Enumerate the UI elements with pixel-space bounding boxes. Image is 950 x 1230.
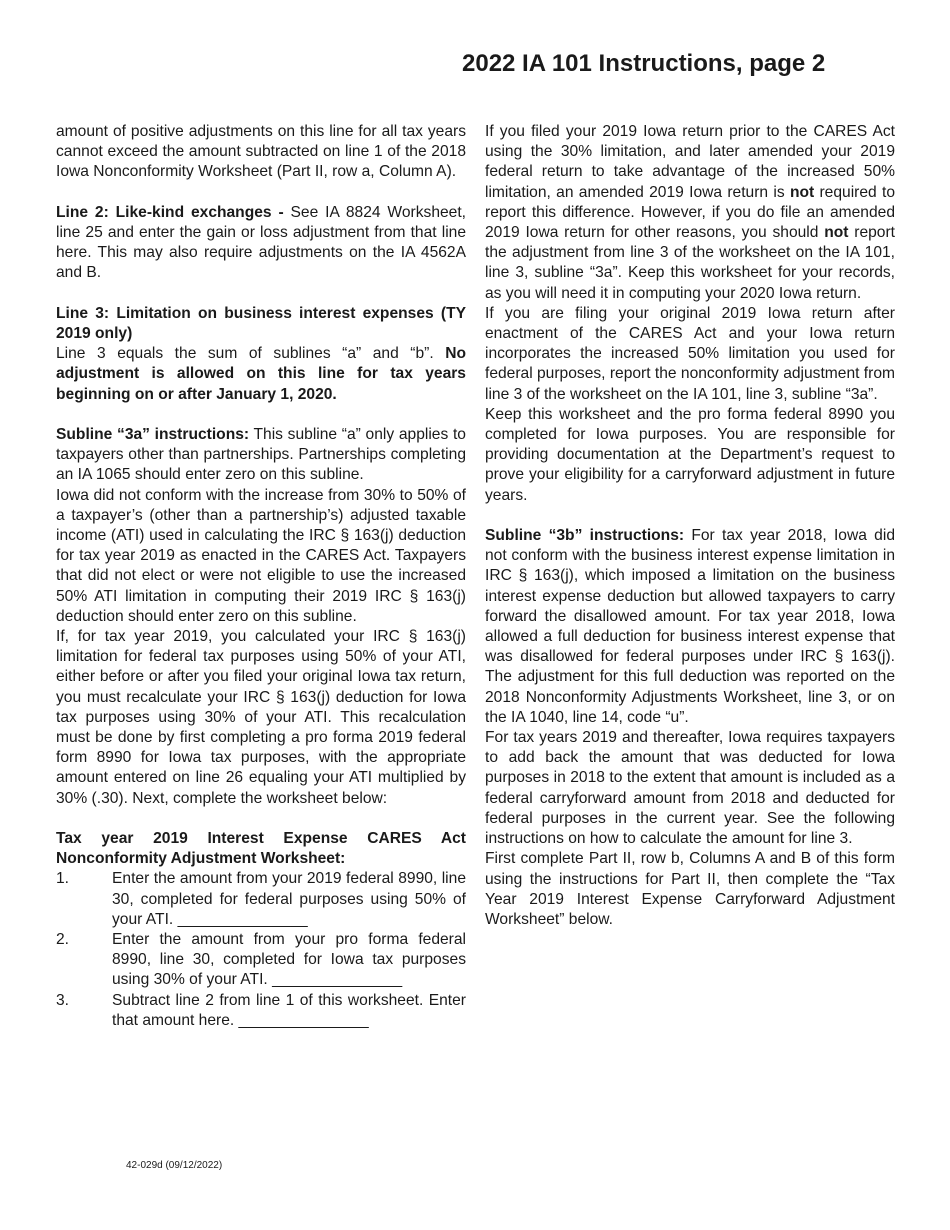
worksheet-item-number: 1. [56,870,70,888]
line2-paragraph [56,203,466,284]
line2-heading: Line 2: Like-kind exchanges - [56,203,291,221]
right-column [485,122,895,930]
line3-heading: Line 3: Limitation on business interest expenses (TY 2019 only) [56,304,466,342]
form-code: 42-029d (09/12/2022) [126,1160,223,1171]
subline-3a-text: This subline “a” only applies to taxpayers other than partnerships. Partnerships completing an IA 1065 should enter zero on this subline. [56,426,466,484]
amended-return-paragraph: If you filed your 2019 Iowa return prior to the CARES Act using the 30% limitation, and later amended your 2019 federal return to take advantage of the increased 50% limitation, an amended 2019 Iowa return is not required to report this difference. However, if you do file an amended 2019 Iowa return for other reasons, you should not report the adjustment from line 3 of the worksheet on the IA 101, line 3, subline “3a”. Keep this worksheet for your records, as you will need it in computing your 2020 Iowa return. [485,123,895,302]
worksheet-item-text: Enter the amount from your pro forma federal 8990, line 30, completed for Iowa tax purposes using 30% of your ATI. _______________ [112,931,466,989]
worksheet-heading: Tax year 2019 Interest Expense CARES Act Nonconformity Adjustment Worksheet: [56,830,466,868]
worksheet-item-number: 2. [56,931,70,949]
subline-3a-paragraph [56,425,466,486]
worksheet-item [56,869,466,930]
subline-3a-heading: Subline “3a” instructions: [56,426,250,443]
line3-text: Line 3 equals the sum of sublines “a” and “b”. [56,345,446,363]
keep-worksheet-paragraph: Keep this worksheet and the pro forma federal 8990 you completed for Iowa purposes. You are responsible for providing documentation at the Department’s request to prove your eligibility for a carryforward adjustment in future years. [485,405,895,504]
recalculation-paragraph: If, for tax year 2019, you calculated your IRC § 163(j) limitation for federal tax purposes using 50% of your ATI, either before or after you filed your original Iowa tax return, you must recalculate your IRC § 163(j) deduction for Iowa tax purposes using 30% of your ATI. This recalculation must be done by first completing a pro forma 2019 federal form 8990 for Iowa tax purposes, with the appropriate amount entered on line 26 equaling your ATI multiplied by 30% (.30). Next, complete the worksheet below: [56,628,466,807]
page-title: 2022 IA 101 Instructions, page 2 [462,50,826,77]
line3-bold-note: No adjustment is allowed on this line for tax years beginning on or after January 1, 2020. [56,345,466,403]
original-return-paragraph: If you are filing your original 2019 Iowa return after enactment of the CARES Act and your Iowa return incorporates the increased 50% limitation you used for federal purposes, report the nonconformity adjustment from line 3 of the worksheet on the IA 101, line 3, subline “3a”. [485,304,895,403]
iowa-conform-paragraph: Iowa did not conform with the increase from 30% to 50% of a taxpayer’s (other than a partnership’s) adjusted taxable income (ATI) used in calculating the IRC § 163(j) deduction for tax year 2019 as enacted in the CARES Act. Taxpayers that did not elect or were not eligible to use the increased 50% ATI limitation in computing their 2019 IRC § 163(j) deduction should enter zero on this subline. [56,486,466,625]
line2-text: See IA 8824 Worksheet, line 25 and enter the gain or loss adjustment from that line here. This may also require adjustments on the IA 4562A and B. [56,203,466,282]
left-paragraph-continued: amount of positive adjustments on this line for all tax years cannot exceed the amount subtracted on line 1 of the 2018 Iowa Nonconformity Worksheet (Part II, row a, Column A). [56,123,466,181]
subline-3b-heading: Subline “3b” instructions: [485,527,685,545]
subline-3b-text: For tax year 2018, Iowa did not conform with the business interest expense limitation in IRC § 163(j), which imposed a limitation on the business interest expense deduction but allowed taxpayers to carry forward the disallowed amount. For tax year 2018, Iowa allowed a full deduction for business interest expense that was disallowed for federal purposes under IRC § 163(j). The adjustment for this full deduction was reported on the 2018 Nonconformity Adjustments Worksheet, line 3, or on the IA 1040, line 14, code “u”. [485,527,895,726]
worksheet-item-text: Subtract line 2 from line 1 of this worksheet. Enter that amount here. _______________ [112,991,466,1029]
first-complete-paragraph: First complete Part II, row b, Columns A and B of this form using the instructions for Part II, then complete the “Tax Year 2019 Interest Expense Carryforward Adjustment Worksheet” below. [485,850,895,928]
left-column [56,122,466,1031]
worksheet-item [56,991,466,1031]
worksheet-item [56,930,466,991]
worksheet-item-number: 3. [56,991,70,1009]
worksheet-item-text: Enter the amount from your 2019 federal 8990, line 30, completed for federal purposes using 50% of your ATI. _______________ [112,870,466,928]
subline-3b-paragraph [485,526,895,728]
line3-paragraph [56,344,466,405]
addback-paragraph: For tax years 2019 and thereafter, Iowa requires taxpayers to add back the amount that was deducted for Iowa purposes in 2018 to the extent that amount is included as a federal carryforward amount from 2018 and deducted for federal purposes in the current year. See the following instructions on how to calculate the amount for line 3. [485,729,895,848]
